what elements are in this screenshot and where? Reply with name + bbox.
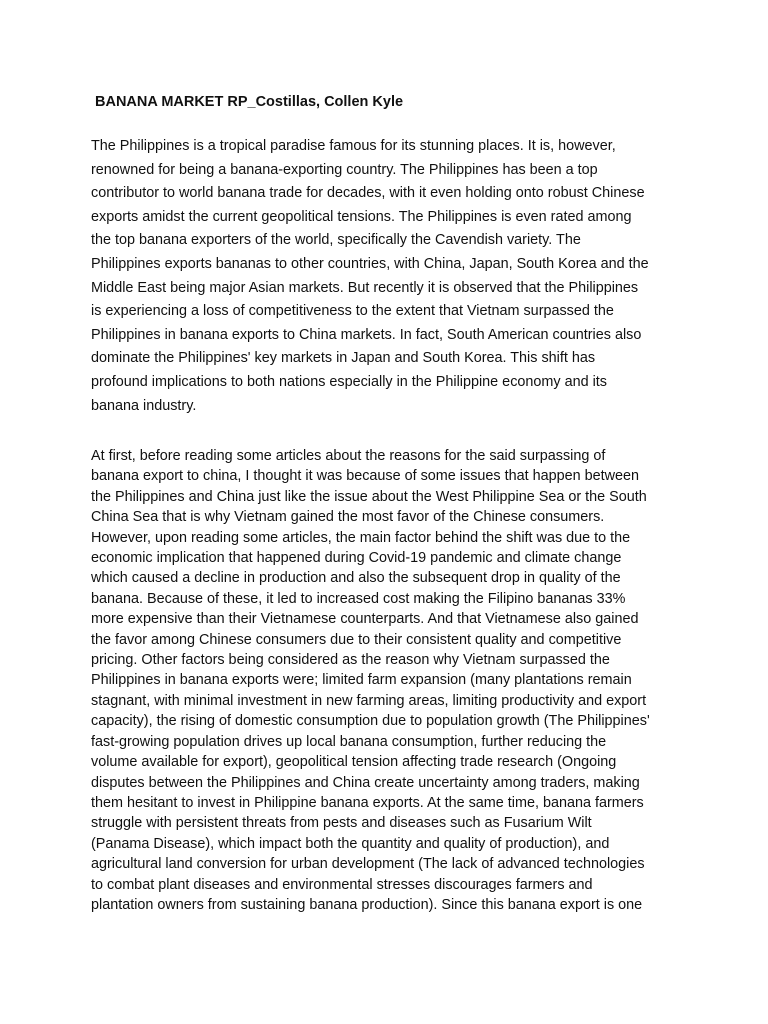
paragraph-line: stagnant, with minimal investment in new farming areas, limiting productivity and export (91, 692, 647, 709)
paragraph-line: volume available for export), geopolitical tension affecting trade research (Ongoing (91, 754, 617, 771)
paragraph-line: Philippines exports bananas to other countries, with China, Japan, South Korea and the (91, 255, 649, 272)
document-title: BANANA MARKET RP_Costillas, Collen Kyle (95, 94, 404, 110)
paragraph-line: Philippines in banana exports were; limited farm expansion (many plantations remain (91, 672, 632, 689)
paragraph-line: exports amidst the current geopolitical tensions. The Philippines is even rated among (91, 208, 632, 225)
paragraph-analysis (91, 446, 679, 915)
paragraph-line: renowned for being a banana-exporting country. The Philippines has been a top (91, 161, 598, 178)
paragraph-line: agricultural land conversion for urban development (The lack of advanced technologies (91, 856, 645, 873)
paragraph-line: them hesitant to invest in Philippine banana exports. At the same time, banana farmers (91, 794, 644, 811)
paragraph-line: contributor to world banana trade for decades, with it even holding onto robust Chinese (91, 185, 645, 202)
paragraph-line: banana. Because of these, it led to increased cost making the Filipino bananas 33% (91, 590, 626, 607)
paragraph-line: However, upon reading some articles, the main factor behind the shift was due to the (91, 529, 631, 546)
paragraph-line: capacity), the rising of domestic consumption due to population growth (The Philippines' (91, 713, 650, 730)
paragraph-line: At first, before reading some articles about the reasons for the said surpassing of (91, 448, 606, 464)
paragraph-line: (Panama Disease), which impact both the quantity and quality of production), and (91, 835, 610, 852)
paragraph-line: the top banana exporters of the world, specifically the Cavendish variety. The (91, 232, 581, 249)
paragraph-line: profound implications to both nations especially in the Philippine economy and its (91, 373, 607, 390)
paragraph-line: is experiencing a loss of competitiveness to the extent that Vietnam surpassed the (91, 303, 614, 320)
paragraph-line: to combat plant diseases and environmental stresses discourages farmers and (91, 876, 593, 893)
paragraph-line: disputes between the Philippines and China create uncertainty among traders, making (91, 774, 640, 791)
paragraph-line: banana industry. (91, 397, 197, 414)
paragraph-line: The Philippines is a tropical paradise famous for its stunning places. It is, however, (91, 138, 616, 154)
paragraph-line: fast-growing population drives up local banana consumption, further reducing the (91, 733, 607, 750)
paragraph-line: dominate the Philippines' key markets in Japan and South Korea. This shift has (91, 350, 596, 367)
paragraph-line: Middle East being major Asian markets. But recently it is observed that the Philippines (91, 279, 639, 296)
paragraph-line: plantation owners from sustaining banana production). Since this banana export is one (91, 896, 643, 913)
paragraph-line: Philippines in banana exports to China markets. In fact, South American countries also (91, 326, 642, 343)
paragraph-line: more expensive than their Vietnamese counterparts. And that Vietnamese also gained (91, 611, 639, 628)
paragraph-line: economic implication that happened during Covid-19 pandemic and climate change (91, 550, 622, 567)
paragraph-line: the favor among Chinese consumers due to their consistent quality and competitive (91, 631, 622, 648)
paragraph-line: which caused a decline in production and also the subsequent drop in quality of the (91, 570, 621, 587)
paragraph-line: pricing. Other factors being considered as the reason why Vietnam surpassed the (91, 652, 610, 669)
paragraph-intro (91, 135, 679, 418)
paragraph-line: banana export to china, I thought it was because of some issues that happen between (91, 468, 640, 485)
paragraph-line: the Philippines and China just like the issue about the West Philippine Sea or the South (91, 488, 647, 505)
paragraph-line: struggle with persistent threats from pests and diseases such as Fusarium Wilt (91, 815, 592, 832)
paragraph-line: China Sea that is why Vietnam gained the most favor of the Chinese consumers. (91, 509, 605, 526)
